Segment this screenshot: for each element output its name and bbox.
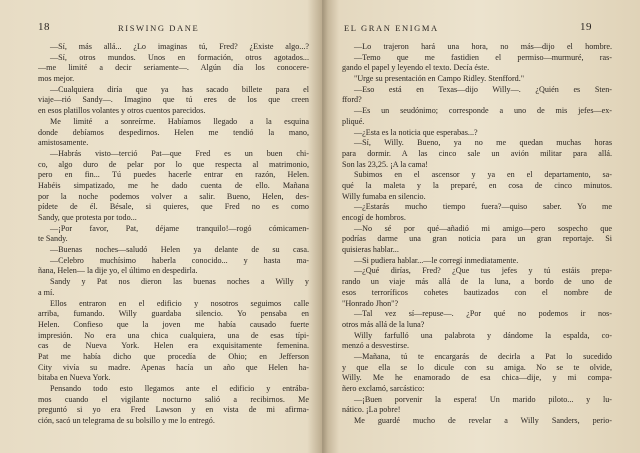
text-line: te Sandy. xyxy=(38,234,68,244)
text-line: —¿Estarás mucho tiempo fuera?—quiso saber. Yo me xyxy=(354,202,612,212)
text-line: Willy. Me he enamorado de esa chica—dije, y mi compa- xyxy=(342,373,612,383)
running-head: RISWING DANE xyxy=(118,23,200,33)
text-line: —Sí, otros mundos. Unos en formación, otros agotados... xyxy=(50,52,309,62)
text-line: —¿Qué dirías, Fred? ¿Que tus jefes y tú estáis prepa- xyxy=(354,266,612,276)
page-text xyxy=(342,42,612,427)
text-line: —Habrás visto—terció Pat—que Fred es un buen chi- xyxy=(50,148,309,158)
text-line: rando un viaje más allá de la luna, a bordo de uno de xyxy=(342,277,612,287)
text-line: pliqué. xyxy=(342,116,365,126)
text-line: —Lo trajeron hará una hora, no más—dijo el hombre. xyxy=(354,42,612,51)
text-line: nático. ¡La pobre! xyxy=(342,405,401,415)
text-line: en esos platillos volantes y otros cuentos parecidos. xyxy=(38,106,206,116)
text-line: preguntó si yo era Fred Lawson y en vista de mi afirma- xyxy=(38,405,309,415)
text-line: bitaba en Nueva York. xyxy=(38,373,111,383)
text-line: —Tal vez sí—repuse—. ¿Por qué no podemos ir nos- xyxy=(354,309,612,319)
page-text xyxy=(38,42,309,427)
text-line: donde debíamos despedirnos. Helen me tendió la mano, xyxy=(38,127,309,137)
text-line: —Sí, más allá... ¿Lo imaginas tú, Fred? ¿Existe algo...? xyxy=(50,42,309,51)
text-line: pídete de él. Bésale, si quieres, que Fred no es como xyxy=(38,202,309,212)
text-line: Me limité a sonreírme. Habíamos llegado a la esquina xyxy=(50,116,309,126)
text-line: amistosamente. xyxy=(38,138,89,148)
text-line: Subimos en el ascensor y ya en el departamento, sa- xyxy=(354,170,612,180)
text-line: Willy fumaba en silencio. xyxy=(342,191,426,201)
text-line: —Si pudiera hablar...—le corregí inmediatamente. xyxy=(354,255,519,265)
text-line: ñero exclamó, sarcástico: xyxy=(342,384,425,393)
text-line: "Honrado Jhon"? xyxy=(342,298,399,308)
page-number: 18 xyxy=(38,21,50,33)
text-line: co, algo duro de pelar por lo que respecta al matrimonio, xyxy=(38,159,309,169)
text-line: —No sé por qué—añadió mi amigo—pero sospecho que xyxy=(354,223,612,233)
text-line: —me limité a decir seriamente—. Algún día los conocere- xyxy=(38,63,309,73)
text-line: ñana, Helen— la dije yo, el último en despedirla. xyxy=(38,266,198,276)
text-line: —¿Esta es la noticia que esperabas...? xyxy=(354,127,478,137)
text-line: a mí. xyxy=(38,287,55,297)
text-line: Habéis simpatizado, me he dado cuenta de ello. Mañana xyxy=(38,180,309,190)
text-line: Ellos entraron en el edificio y nosotros seguimos calle xyxy=(50,298,309,308)
text-line: Helen. Confieso que la joven me había causado fuerte xyxy=(38,319,309,329)
text-line: para dormir. A las cinco sale un avión militar para allá. xyxy=(342,148,612,158)
text-line: Sandy, que protesta por todo... xyxy=(38,213,137,222)
text-line: qué la maleta y la preparé, en cosa de cinco minutos. xyxy=(342,180,612,190)
text-line: arriba, fumando. Willy guardaba silencio. Yo pensaba en xyxy=(38,309,309,319)
text-line: Me guardé mucho de revelar a Willy Sanders, perio- xyxy=(354,416,612,426)
text-line: cas de Nueva York. Helen era exquisitamente femenina. xyxy=(38,341,309,351)
text-line: —Celebro muchísimo haberla conocido... y hasta ma- xyxy=(50,255,309,265)
text-line: quisieras hablar... xyxy=(342,245,399,255)
text-line: pero en fin... Tú puedes hacerle entrar en razón, Helen. xyxy=(38,170,309,180)
text-line: encogí de hombros. xyxy=(342,213,406,222)
text-line: otros más allá de la luna? xyxy=(342,319,425,329)
text-line: impresión. No era una chica cualquiera, una de esas típi- xyxy=(38,330,309,340)
text-line: Son las 23,25. ¡A la cama! xyxy=(342,159,428,169)
text-line: —Sí, Willy. Bueno, ya no me quedan muchas horas xyxy=(354,138,612,148)
page-number: 19 xyxy=(580,21,592,33)
running-head: EL GRAN ENIGMA xyxy=(344,23,439,33)
text-line: —¡Por favor, Pat, déjame tranquilo!—rogó cómicamen- xyxy=(50,223,309,233)
text-line: Willy farfulló una palabrota y dándome la espalda, co- xyxy=(354,330,612,340)
text-line: —Mañana, tú te encargarás de decirla a Pat lo sucedido xyxy=(354,351,612,361)
text-line: por la noche podemos volver a salir. Bueno, Helen, des- xyxy=(38,191,309,201)
text-line: Sandy y Pat nos dieron las buenas noches a Willy y xyxy=(50,277,309,287)
text-line: mos cuando el vigilante nocturno salió a recibirnos. Me xyxy=(38,394,309,404)
text-line: —Temo que me fastidien el permiso—murmuré, ras- xyxy=(354,52,612,62)
text-line: Pensando todo esto llegamos ante el edificio y entrába- xyxy=(50,384,309,393)
text-line: City vivía su madre. Apenas hacía un año que Helen ha- xyxy=(38,362,309,372)
text-line: podrías darme una gran noticia para un gran reportaje. Si xyxy=(342,234,612,244)
text-line: —Cualquiera diría que ya has sacado billete para el xyxy=(50,84,309,94)
text-line: Pat me había dicho que procedía de Ohio; en Jefferson xyxy=(38,351,309,361)
right-page xyxy=(322,0,640,453)
text-line: menzó a desvestirse. xyxy=(342,341,410,351)
text-line: —¡Buen porvenir la espera! Un marido piloto... y lu- xyxy=(354,394,612,404)
text-line: gando el papel y leyendo el texto. Decía éste. xyxy=(342,63,490,73)
text-line: fford? xyxy=(342,95,362,105)
text-line: —Es un seudónimo; corresponde a uno de mis jefes—ex- xyxy=(354,106,612,116)
text-line: ción, sacó un telegrama de su bolsillo y me lo entregó. xyxy=(38,416,215,426)
text-line: "Urge su presentación en Campo Ridley. Stenfford." xyxy=(354,74,525,84)
text-line: viaje—rió Sandy—. Imagino que tú eres de los que creen xyxy=(38,95,309,105)
text-line: esos terroríficos cohetes bautizados con el nombre de xyxy=(342,287,612,297)
text-line: —Eso está en Texas—dijo Willy—. ¿Quién es Sten- xyxy=(354,84,612,94)
text-line: —Buenas noches—saludó Helen ya delante de su casa. xyxy=(50,245,309,255)
text-line: y que ella se lo dicule con su amiga. No se te olvide, xyxy=(342,362,612,372)
text-line: mos mejor. xyxy=(38,74,75,84)
